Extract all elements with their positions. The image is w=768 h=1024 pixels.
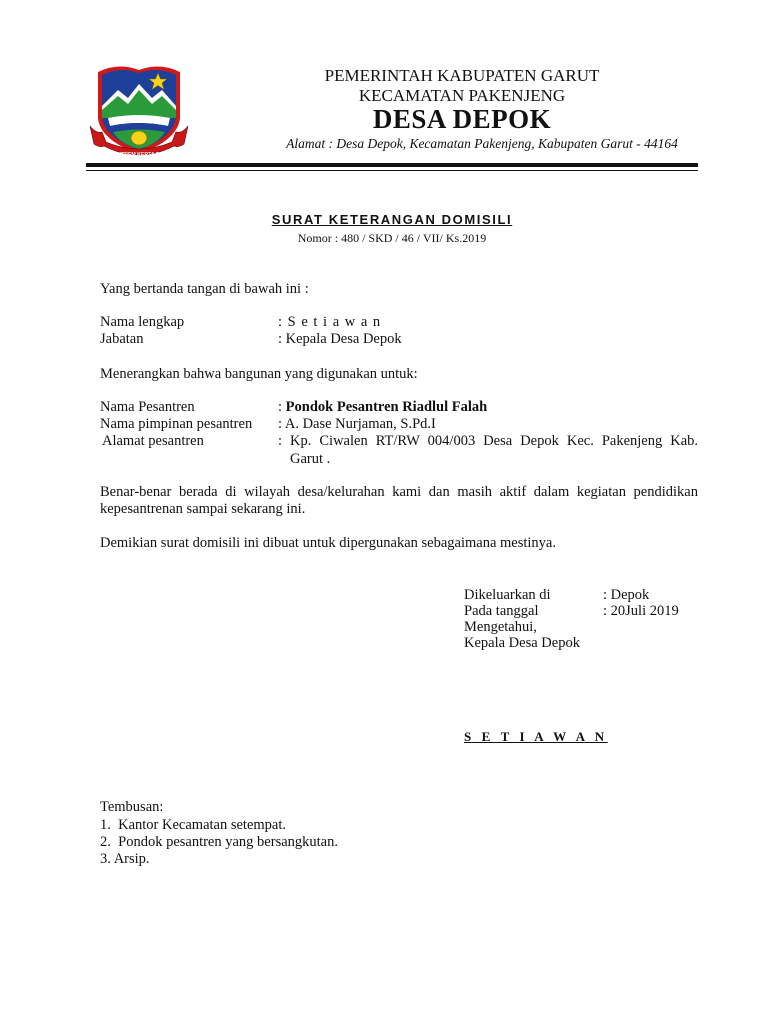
signer-position-label: Jabatan: [100, 331, 144, 347]
signer-name-value: : S e t i a w a n: [278, 314, 382, 330]
letterhead-address: Alamat : Desa Depok, Kecamatan Pakenjeng, Kabupaten Garut - 44164: [286, 136, 678, 151]
cc-item: 2. Pondok pesantren yang bersangkutan.: [100, 834, 338, 850]
pesantren-name-row: [278, 399, 487, 416]
letterhead-divider-thick: [86, 163, 698, 167]
village-emblem-logo: [88, 60, 190, 166]
opening-line: Yang bertanda tangan di bawah ini :: [100, 281, 309, 297]
document-number: Nomor : 480 / SKD / 46 / VII/ Ks.2019: [297, 231, 487, 245]
letterhead-divider-thin: [86, 170, 698, 171]
issued-place-label: Dikeluarkan di: [464, 587, 551, 603]
letterhead-village: DESA DEPOK: [372, 104, 552, 134]
issued-date-value: : 20Juli 2019: [603, 603, 679, 619]
cc-heading: Tembusan:: [100, 799, 164, 815]
pesantren-name-colon: :: [278, 399, 286, 415]
signer-name-label: Nama lengkap: [100, 314, 185, 330]
pesantren-leader-value: : A. Dase Nurjaman, S.Pd.I: [278, 416, 436, 432]
letterhead-government: PEMERINTAH KABUPATEN GARUT: [324, 66, 600, 85]
letterhead-district: KECAMATAN PAKENJENG: [358, 86, 566, 105]
statement-line: Menerangkan bahwa bangunan yang digunakan untuk:: [100, 366, 418, 382]
document-title: SURAT KETERANGAN DOMISILI: [271, 212, 513, 227]
pesantren-name-value: Pondok Pesantren Riadlul Falah: [285, 399, 488, 415]
issued-place-value: : Depok: [603, 587, 650, 603]
cc-item: 1. Kantor Kecamatan setempat.: [100, 817, 287, 833]
pesantren-address-label: Alamat pesantren: [102, 433, 204, 449]
pesantren-address-line1: : Kp. Ciwalen RT/RW 004/003 Desa Depok Kec. Pakenjeng Kab.: [278, 433, 698, 449]
signer-position-title: Kepala Desa Depok: [464, 635, 580, 651]
cc-item: 3. Arsip.: [100, 851, 150, 867]
pesantren-leader-label: Nama pimpinan pesantren: [100, 416, 253, 432]
closing-line: Demikian surat domisili ini dibuat untuk dipergunakan sebagaimana mestinya.: [100, 535, 556, 551]
issued-date-label: Pada tanggal: [464, 603, 539, 619]
pesantren-address-line2: Garut .: [290, 451, 331, 467]
signer-position-value: : Kepala Desa Depok: [278, 331, 402, 347]
acknowledged-label: Mengetahui,: [464, 619, 537, 635]
body-paragraph: Benar-benar berada di wilayah desa/kelurahan kami dan masih aktif dalam kegiatan pendidikan kepesantrenan sampai sekarang ini.: [100, 484, 698, 517]
signer-signature-name: S E T I A W A N: [464, 729, 608, 744]
pesantren-name-label: Nama Pesantren: [100, 399, 195, 415]
emblem-motto-text: TATA TENTREM KERTA RAHARJA: [96, 152, 182, 158]
